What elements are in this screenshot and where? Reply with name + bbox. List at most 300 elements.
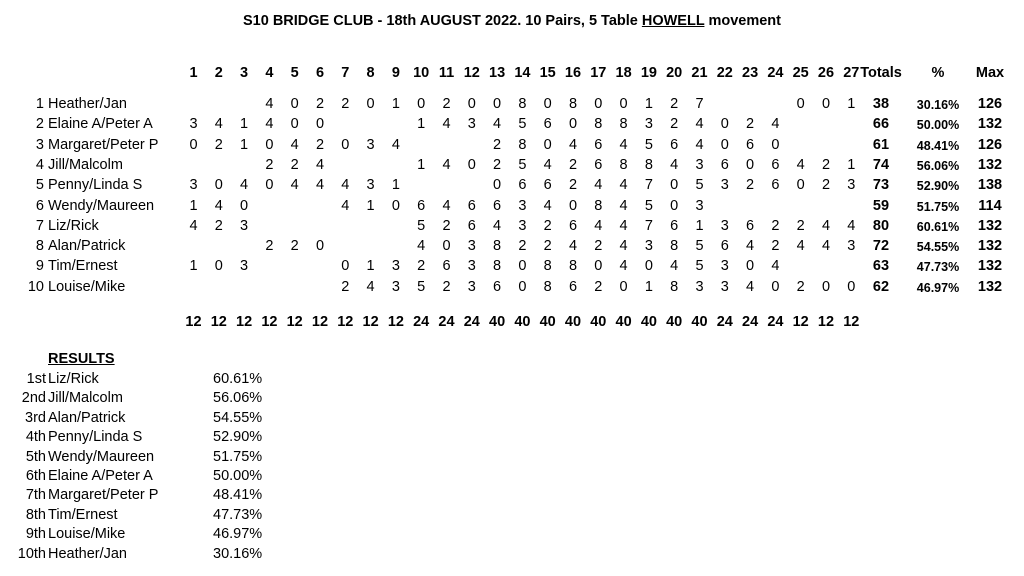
score-cell: 7 — [644, 177, 653, 194]
score-cell: 6 — [746, 217, 755, 234]
results-heading: RESULTS — [48, 351, 115, 367]
score-cell: 4 — [214, 197, 223, 214]
pair-number: 7 — [35, 217, 44, 234]
score-cell: 1 — [417, 156, 426, 173]
score-cell: 6 — [518, 177, 527, 194]
score-cell: 0 — [771, 278, 780, 295]
score-cell: 2 — [290, 238, 299, 255]
pair-percent: 50.00% — [916, 118, 960, 133]
score-cell: 2 — [265, 156, 274, 173]
pair-number: 5 — [35, 177, 44, 194]
score-cell: 4 — [290, 177, 299, 194]
board-header: 8 — [366, 65, 375, 81]
score-cell: 7 — [695, 96, 704, 112]
pair-total: 62 — [872, 278, 890, 295]
board-header: 1 — [189, 65, 198, 81]
pair-percent: 52.90% — [916, 179, 960, 194]
score-cell: 0 — [518, 278, 527, 295]
score-cell: 1 — [391, 177, 400, 194]
result-place: 4th — [25, 429, 46, 446]
score-cell: 4 — [315, 177, 325, 194]
result-percent: 52.90% — [213, 429, 263, 446]
score-cell: 4 — [366, 278, 375, 295]
score-cell: 8 — [594, 116, 603, 133]
score-cell: 2 — [670, 96, 679, 112]
score-cell: 0 — [341, 136, 350, 153]
board-max: 12 — [261, 314, 278, 330]
pair-total: 80 — [872, 217, 890, 234]
score-cell: 0 — [214, 177, 223, 194]
score-cell: 5 — [518, 116, 527, 133]
score-cell: 2 — [746, 177, 755, 194]
board-header: 23 — [742, 65, 759, 81]
score-cell: 4 — [796, 238, 805, 255]
result-percent: 54.55% — [213, 409, 263, 426]
result-percent: 47.73% — [213, 506, 263, 523]
score-cell: 4 — [847, 217, 856, 234]
result-place: 2nd — [21, 390, 46, 407]
board-header: 10 — [413, 65, 430, 81]
title-suffix: movement — [704, 13, 781, 29]
board-header: 19 — [640, 65, 657, 81]
score-cell: 5 — [417, 217, 426, 234]
pair-number: 4 — [35, 156, 44, 173]
score-cell: 4 — [619, 136, 628, 153]
result-percent: 50.00% — [213, 468, 263, 484]
score-cell: 4 — [265, 96, 274, 112]
score-cell: 5 — [695, 258, 704, 275]
score-cell: 0 — [214, 258, 223, 275]
score-cell: 2 — [442, 96, 451, 112]
score-cell: 5 — [695, 177, 704, 194]
score-cell: 1 — [240, 136, 249, 153]
pair-name: Liz/Rick — [48, 217, 99, 234]
result-name: Margaret/Peter P — [48, 487, 159, 504]
board-max: 24 — [716, 314, 733, 330]
score-cell: 4 — [442, 116, 451, 133]
result-percent: 46.97% — [213, 526, 263, 543]
score-cell: 3 — [467, 238, 476, 255]
score-cell: 2 — [568, 156, 578, 173]
score-cell: 0 — [796, 96, 805, 112]
score-cell: 4 — [670, 156, 679, 173]
score-cell: 4 — [341, 177, 350, 194]
result-place: 9th — [25, 526, 46, 543]
score-cell: 4 — [670, 258, 679, 275]
board-max: 24 — [742, 314, 759, 330]
pair-percent: 54.55% — [916, 240, 960, 255]
score-cell: 2 — [543, 217, 552, 234]
score-cell: 4 — [214, 116, 223, 133]
score-cell: 3 — [240, 217, 249, 234]
result-name: Jill/Malcolm — [48, 390, 123, 407]
pair-total: 66 — [872, 116, 890, 133]
score-cell: 4 — [417, 238, 426, 255]
score-cell: 8 — [568, 96, 578, 112]
score-cell: 2 — [518, 238, 527, 255]
result-name: Elaine A/Peter A — [48, 468, 153, 484]
score-cell: 0 — [442, 238, 451, 255]
board-header: 18 — [615, 65, 632, 81]
pair-max: 132 — [977, 116, 1003, 133]
score-cell: 3 — [366, 136, 375, 153]
board-max: 40 — [489, 314, 506, 330]
pair-name: Alan/Patrick — [48, 238, 126, 255]
score-cell: 8 — [518, 136, 527, 153]
board-max: 12 — [843, 314, 860, 330]
score-cell: 0 — [189, 136, 198, 153]
score-cell: 0 — [746, 156, 755, 173]
pair-total: 74 — [872, 156, 890, 173]
score-cell: 4 — [746, 278, 755, 295]
score-cell: 0 — [493, 96, 502, 112]
score-cell: 1 — [391, 96, 400, 112]
result-percent: 48.41% — [213, 487, 263, 504]
score-cell: 3 — [467, 116, 476, 133]
score-cell: 5 — [417, 278, 426, 295]
pair-total: 59 — [872, 197, 890, 214]
pair-total: 63 — [872, 258, 890, 275]
score-cell: 4 — [290, 136, 299, 153]
score-cell: 4 — [619, 258, 628, 275]
score-cell: 3 — [644, 116, 653, 133]
score-cell: 6 — [568, 217, 578, 234]
pct-header: % — [931, 65, 945, 81]
score-cell: 0 — [670, 197, 679, 214]
board-max: 24 — [413, 314, 430, 330]
score-cell: 6 — [594, 136, 603, 153]
board-max: 24 — [463, 314, 480, 330]
score-cell: 5 — [644, 136, 653, 153]
score-cell: 7 — [644, 217, 653, 234]
score-cell: 0 — [594, 258, 603, 275]
pair-name: Louise/Mike — [48, 278, 126, 295]
score-cell: 3 — [720, 258, 729, 275]
result-place: 3rd — [25, 409, 46, 426]
score-cell: 4 — [695, 136, 704, 153]
board-max: 12 — [210, 314, 227, 330]
score-cell: 6 — [746, 136, 755, 153]
pair-number: 6 — [35, 197, 44, 214]
score-cell: 3 — [644, 238, 653, 255]
score-cell: 4 — [796, 156, 805, 173]
result-name: Alan/Patrick — [48, 409, 126, 426]
board-header: 26 — [817, 65, 835, 81]
result-place: 7th — [25, 487, 46, 504]
result-name: Penny/Linda S — [48, 429, 143, 446]
score-cell: 3 — [189, 116, 198, 133]
result-place: 10th — [17, 545, 46, 562]
score-cell: 4 — [315, 156, 325, 173]
score-cell: 6 — [771, 156, 780, 173]
score-cell: 0 — [619, 278, 628, 295]
score-cell: 4 — [619, 238, 628, 255]
board-max: 40 — [615, 314, 632, 330]
score-cell: 6 — [771, 177, 780, 194]
pair-name: Margaret/Peter P — [48, 136, 159, 153]
pair-percent: 51.75% — [916, 199, 960, 214]
board-header: 2 — [214, 65, 223, 81]
score-cell: 8 — [644, 156, 653, 173]
score-cell: 5 — [695, 238, 704, 255]
pair-total: 61 — [872, 136, 890, 153]
result-percent: 60.61% — [213, 371, 263, 387]
score-cell: 2 — [214, 217, 223, 234]
board-header: 5 — [290, 65, 299, 81]
board-header: 15 — [539, 65, 556, 81]
score-cell: 3 — [720, 177, 729, 194]
score-cell: 1 — [644, 278, 653, 295]
board-max: 12 — [362, 314, 379, 330]
score-cell: 0 — [796, 177, 805, 194]
result-percent: 51.75% — [213, 448, 263, 465]
score-cell: 3 — [695, 156, 704, 173]
board-max: 12 — [337, 314, 354, 330]
score-cell: 6 — [670, 136, 679, 153]
pair-max: 132 — [977, 258, 1003, 275]
score-cell: 0 — [391, 197, 400, 214]
score-cell: 6 — [467, 217, 476, 234]
score-cell: 0 — [417, 96, 426, 112]
score-cell: 5 — [518, 156, 527, 173]
board-header: 20 — [666, 65, 683, 81]
board-header: 14 — [514, 65, 531, 81]
board-max: 12 — [185, 314, 202, 330]
score-cell: 4 — [442, 197, 451, 214]
score-cell: 0 — [518, 258, 527, 275]
score-cell: 0 — [240, 197, 249, 214]
board-max: 12 — [311, 314, 329, 330]
score-cell: 0 — [594, 96, 603, 112]
score-cell: 3 — [189, 177, 198, 194]
score-cell: 6 — [543, 116, 552, 133]
score-cell: 2 — [290, 156, 299, 173]
score-cell: 8 — [670, 238, 679, 255]
score-cell: 2 — [771, 217, 780, 234]
result-place: 6th — [25, 468, 46, 484]
pair-total: 73 — [872, 177, 890, 194]
score-cell: 1 — [366, 258, 375, 275]
title-prefix: S10 BRIDGE CLUB - 18th AUGUST 2022. 10 Pairs, 5 Table — [242, 13, 642, 29]
score-cell: 1 — [847, 96, 856, 112]
score-cell: 1 — [695, 217, 704, 234]
score-cell: 6 — [493, 197, 502, 214]
board-max: 40 — [640, 314, 657, 330]
pair-number: 1 — [35, 96, 44, 112]
score-cell: 0 — [720, 136, 729, 153]
score-cell: 4 — [493, 217, 502, 234]
board-header: 12 — [463, 65, 480, 81]
score-cell: 8 — [518, 96, 527, 112]
board-max: 12 — [236, 314, 253, 330]
pair-name: Tim/Ernest — [48, 258, 118, 275]
score-cell: 3 — [518, 217, 527, 234]
score-cell: 3 — [695, 278, 704, 295]
score-cell: 4 — [543, 156, 552, 173]
score-cell: 0 — [821, 278, 831, 295]
score-cell: 0 — [265, 136, 274, 153]
board-header: 13 — [489, 65, 506, 81]
score-cell: 2 — [796, 217, 805, 234]
score-cell: 2 — [670, 116, 679, 133]
result-place: 1st — [26, 371, 46, 387]
score-cell: 2 — [417, 258, 426, 275]
score-cell: 2 — [442, 278, 451, 295]
score-cell: 4 — [619, 217, 628, 234]
board-header: 21 — [691, 65, 708, 81]
score-cell: 6 — [442, 258, 451, 275]
board-header: 17 — [590, 65, 607, 81]
result-name: Wendy/Maureen — [48, 448, 155, 465]
pair-max: 114 — [978, 197, 1002, 214]
board-header: 3 — [240, 65, 249, 81]
score-cell: 0 — [341, 258, 350, 275]
score-cell: 4 — [594, 177, 603, 194]
result-place: 5th — [25, 448, 46, 465]
score-cell: 0 — [315, 238, 325, 255]
score-cell: 8 — [493, 238, 502, 255]
score-cell: 1 — [189, 258, 198, 275]
result-place: 8th — [25, 506, 46, 523]
score-cell: 3 — [847, 177, 856, 194]
score-cell: 3 — [518, 197, 527, 214]
score-cell: 8 — [619, 116, 628, 133]
score-cell: 6 — [594, 156, 603, 173]
score-cell: 6 — [467, 197, 476, 214]
pair-total: 38 — [872, 96, 890, 112]
board-max: 40 — [564, 314, 582, 330]
pair-percent: 47.73% — [916, 260, 960, 275]
score-cell: 0 — [821, 96, 831, 112]
score-cell: 4 — [442, 156, 451, 173]
score-cell: 8 — [543, 278, 552, 295]
score-cell: 4 — [240, 177, 249, 194]
result-name: Liz/Rick — [48, 371, 99, 387]
pair-number: 9 — [35, 258, 44, 275]
score-cell: 1 — [847, 156, 856, 173]
score-cell: 8 — [543, 258, 552, 275]
board-max: 12 — [387, 314, 404, 330]
score-cell: 1 — [417, 116, 426, 133]
score-cell: 4 — [493, 116, 502, 133]
board-max: 24 — [438, 314, 455, 330]
score-cell: 8 — [670, 278, 679, 295]
score-cell: 1 — [644, 96, 653, 112]
score-cell: 0 — [771, 136, 780, 153]
score-cell: 4 — [341, 197, 350, 214]
result-percent: 56.06% — [213, 390, 263, 407]
score-cell: 3 — [467, 278, 476, 295]
pair-max: 132 — [977, 217, 1003, 234]
score-cell: 2 — [796, 278, 805, 295]
board-header: 4 — [265, 65, 274, 81]
score-cell: 0 — [568, 116, 578, 133]
score-cell: 3 — [720, 217, 729, 234]
score-cell: 0 — [290, 96, 299, 112]
score-cell: 1 — [240, 116, 249, 133]
pair-percent: 60.61% — [916, 219, 960, 234]
board-max: 40 — [514, 314, 531, 330]
score-cell: 4 — [594, 217, 603, 234]
board-max: 40 — [691, 314, 708, 330]
score-cell: 0 — [493, 177, 502, 194]
score-cell: 8 — [594, 197, 603, 214]
board-max: 40 — [666, 314, 683, 330]
score-cell: 0 — [290, 116, 299, 133]
score-cell: 4 — [619, 177, 628, 194]
pair-percent: 46.97% — [916, 280, 960, 295]
score-cell: 6 — [568, 278, 578, 295]
board-max: 40 — [590, 314, 607, 330]
board-max: 12 — [792, 314, 809, 330]
score-cell: 4 — [568, 238, 578, 255]
score-cell: 3 — [391, 278, 400, 295]
pair-name: Penny/Linda S — [48, 177, 143, 194]
pair-number: 10 — [27, 278, 44, 295]
score-cell: 0 — [568, 197, 578, 214]
board-max: 12 — [286, 314, 303, 330]
score-cell: 2 — [493, 136, 502, 153]
score-cell: 5 — [644, 197, 653, 214]
board-header: 25 — [792, 65, 809, 81]
result-name: Heather/Jan — [48, 545, 127, 562]
board-max: 24 — [767, 314, 784, 330]
score-cell: 0 — [619, 96, 628, 112]
pair-max: 132 — [977, 238, 1003, 255]
board-header: 7 — [341, 65, 350, 81]
score-cell: 2 — [341, 278, 350, 295]
score-cell: 0 — [467, 96, 476, 112]
pair-number: 3 — [35, 136, 44, 153]
score-cell: 3 — [695, 197, 704, 214]
score-cell: 4 — [821, 238, 831, 255]
score-cell: 0 — [543, 96, 552, 112]
pair-number: 8 — [35, 238, 44, 255]
score-cell: 1 — [189, 197, 198, 214]
pair-percent: 30.16% — [916, 98, 960, 112]
score-cell: 2 — [594, 238, 603, 255]
board-header: 6 — [315, 65, 325, 81]
score-cell: 8 — [493, 258, 502, 275]
score-cell: 1 — [366, 197, 375, 214]
score-cell: 2 — [821, 177, 831, 194]
pair-percent: 56.06% — [916, 158, 960, 173]
max-header: Max — [975, 65, 1005, 81]
pair-name: Jill/Malcolm — [48, 156, 123, 173]
score-cell: 4 — [543, 197, 552, 214]
score-cell: 0 — [644, 258, 653, 275]
board-header: 9 — [391, 65, 400, 81]
score-cell: 0 — [670, 177, 679, 194]
score-cell: 0 — [720, 116, 729, 133]
score-cell: 8 — [568, 258, 578, 275]
score-cell: 2 — [821, 156, 831, 173]
score-cell: 0 — [265, 177, 274, 194]
score-cell: 2 — [214, 136, 223, 153]
score-cell: 3 — [720, 278, 729, 295]
pair-name: Elaine A/Peter A — [48, 116, 153, 133]
page-title — [0, 13, 1024, 29]
score-cell: 0 — [467, 156, 476, 173]
score-cell: 2 — [746, 116, 755, 133]
board-header: 22 — [716, 65, 733, 81]
score-cell: 6 — [543, 177, 552, 194]
pair-max: 126 — [977, 136, 1003, 153]
board-header: 11 — [438, 65, 455, 81]
score-cell: 0 — [746, 258, 755, 275]
board-header: 24 — [767, 65, 784, 81]
score-cell: 4 — [189, 217, 198, 234]
